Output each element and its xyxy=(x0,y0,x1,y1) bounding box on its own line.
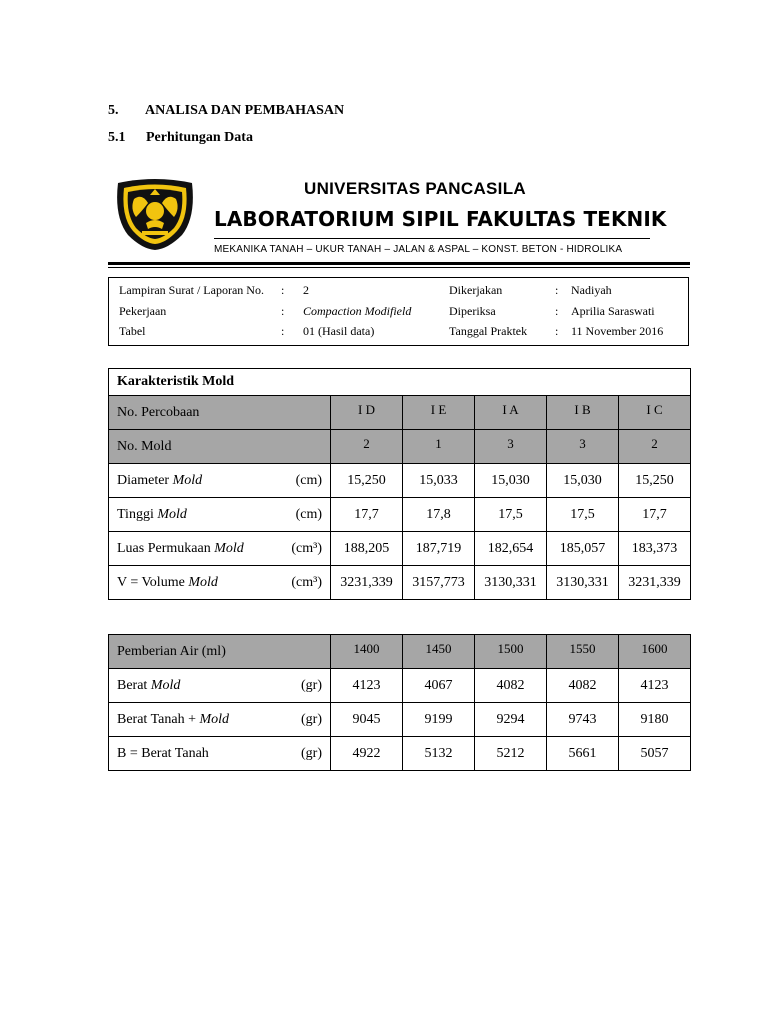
value-cell: 9180 xyxy=(619,703,691,737)
value-cell: 2 xyxy=(331,430,403,464)
value-cell: 1400 xyxy=(331,635,403,669)
row-label-italic: Mold xyxy=(150,677,181,693)
info-sep: : xyxy=(281,324,285,338)
value-cell: 9743 xyxy=(547,703,619,737)
row-label-cell xyxy=(109,464,331,498)
letterhead-rule-thick xyxy=(108,262,690,265)
section-number: 5. xyxy=(108,103,119,118)
info-sep: : xyxy=(555,324,559,338)
value-cell: 3 xyxy=(547,430,619,464)
value-cell: 17,8 xyxy=(403,498,475,532)
info-sep: : xyxy=(555,304,559,318)
info-value: Nadiyah xyxy=(571,283,612,297)
value-cell: I E xyxy=(403,396,475,430)
info-label: Pekerjaan xyxy=(119,304,167,318)
university-logo-icon xyxy=(112,177,198,251)
value-cell: 3157,773 xyxy=(403,566,475,600)
table-row xyxy=(109,669,691,703)
value-cell: I A xyxy=(475,396,547,430)
value-cell: I B xyxy=(547,396,619,430)
row-label-cell xyxy=(109,737,331,771)
row-label-italic: Mold xyxy=(199,711,230,727)
value-cell: 188,205 xyxy=(331,532,403,566)
subsection-title: Perhitungan Data xyxy=(146,130,253,145)
row-label: Berat xyxy=(117,677,151,693)
row-label-italic: Mold xyxy=(214,540,244,556)
row-unit: (cm³) xyxy=(291,574,322,590)
value-cell: 1450 xyxy=(403,635,475,669)
info-sep: : xyxy=(281,304,285,318)
value-cell: 5212 xyxy=(475,737,547,771)
table-row xyxy=(109,498,691,532)
table-row xyxy=(109,635,691,669)
row-label-italic: Mold xyxy=(157,506,187,522)
row-label-cell xyxy=(109,703,331,737)
university-name: UNIVERSITAS PANCASILA xyxy=(304,179,526,198)
row-label-cell xyxy=(109,396,331,430)
section-heading xyxy=(108,103,408,121)
info-sep: : xyxy=(281,283,285,297)
value-cell: 1 xyxy=(403,430,475,464)
value-cell: 5132 xyxy=(403,737,475,771)
row-label: Tinggi xyxy=(117,506,158,522)
letterhead-divider xyxy=(214,238,650,239)
value-cell: 182,654 xyxy=(475,532,547,566)
value-cell: 17,7 xyxy=(619,498,691,532)
row-label-cell xyxy=(109,635,331,669)
value-cell: 9045 xyxy=(331,703,403,737)
table-row xyxy=(109,703,691,737)
value-cell: 183,373 xyxy=(619,532,691,566)
value-cell: 15,030 xyxy=(547,464,619,498)
table-row xyxy=(109,396,691,430)
info-value: Aprilia Saraswati xyxy=(571,304,655,318)
row-label-italic: Mold xyxy=(172,472,203,488)
row-label-cell xyxy=(109,532,331,566)
value-cell: 17,7 xyxy=(331,498,403,532)
info-label: Diperiksa xyxy=(449,304,496,318)
lab-subtitle: MEKANIKA TANAH – UKUR TANAH – JALAN & ASPAL – KONST. BETON - HIDROLIKA xyxy=(214,244,623,255)
value-cell: 5057 xyxy=(619,737,691,771)
info-label: Tanggal Praktek xyxy=(449,324,528,338)
lab-name: LABORATORIUM SIPIL FAKULTAS TEKNIK xyxy=(214,207,667,231)
value-cell: 1550 xyxy=(547,635,619,669)
mold-characteristics-table xyxy=(108,368,691,600)
value-cell: 9294 xyxy=(475,703,547,737)
table-row xyxy=(109,737,691,771)
row-unit: (gr) xyxy=(301,745,322,761)
info-sep: : xyxy=(555,283,559,297)
value-cell: 3130,331 xyxy=(475,566,547,600)
value-cell: 5661 xyxy=(547,737,619,771)
row-unit: (cm) xyxy=(295,506,322,522)
value-cell: 15,250 xyxy=(331,464,403,498)
value-cell: 4082 xyxy=(475,669,547,703)
row-unit: (gr) xyxy=(301,711,322,727)
value-cell: 187,719 xyxy=(403,532,475,566)
table-row xyxy=(109,566,691,600)
section-title: ANALISA DAN PEMBAHASAN xyxy=(145,103,345,118)
row-label-cell xyxy=(109,669,331,703)
value-cell: 185,057 xyxy=(547,532,619,566)
value-cell: I D xyxy=(331,396,403,430)
value-cell: 1500 xyxy=(475,635,547,669)
water-weight-table xyxy=(108,634,691,771)
row-label: Diameter xyxy=(117,472,173,488)
info-value: Compaction Modifield xyxy=(303,304,412,318)
subsection-number: 5.1 xyxy=(108,130,126,145)
info-label: Lampiran Surat / Laporan No. xyxy=(119,283,264,297)
row-label: V = Volume xyxy=(117,574,189,590)
table-row xyxy=(109,532,691,566)
value-cell: 1600 xyxy=(619,635,691,669)
value-cell: 4123 xyxy=(331,669,403,703)
row-label: Berat Tanah + xyxy=(117,711,200,727)
value-cell: 4922 xyxy=(331,737,403,771)
value-cell: 4123 xyxy=(619,669,691,703)
row-unit: (cm³) xyxy=(291,540,322,556)
row-unit: (gr) xyxy=(301,677,322,693)
value-cell: 2 xyxy=(619,430,691,464)
value-cell: 17,5 xyxy=(547,498,619,532)
value-cell: 15,033 xyxy=(403,464,475,498)
row-label-cell xyxy=(109,498,331,532)
row-unit: (cm) xyxy=(295,472,322,488)
row-label-cell xyxy=(109,430,331,464)
info-label: Tabel xyxy=(119,324,146,338)
table-row xyxy=(109,464,691,498)
row-label: No. Mold xyxy=(117,438,172,454)
letterhead-rule-thin xyxy=(108,267,690,268)
row-label: Pemberian Air (ml) xyxy=(117,643,226,659)
value-cell: 3 xyxy=(475,430,547,464)
row-label-italic: Mold xyxy=(188,574,218,590)
row-label-cell xyxy=(109,566,331,600)
value-cell: 4082 xyxy=(547,669,619,703)
info-label: Dikerjakan xyxy=(449,283,503,297)
info-value: 11 November 2016 xyxy=(571,324,664,338)
value-cell: 15,250 xyxy=(619,464,691,498)
value-cell: 4067 xyxy=(403,669,475,703)
row-label: Luas Permukaan xyxy=(117,540,215,556)
row-label: B = Berat Tanah xyxy=(117,745,209,761)
report-info-box xyxy=(108,277,689,346)
info-value: 01 (Hasil data) xyxy=(303,324,375,338)
value-cell: 15,030 xyxy=(475,464,547,498)
value-cell: 3231,339 xyxy=(331,566,403,600)
row-label: No. Percobaan xyxy=(117,404,200,420)
value-cell: I C xyxy=(619,396,691,430)
subsection-heading xyxy=(108,130,408,148)
value-cell: 3231,339 xyxy=(619,566,691,600)
info-value: 2 xyxy=(303,283,309,297)
table-row xyxy=(109,430,691,464)
value-cell: 3130,331 xyxy=(547,566,619,600)
value-cell: 17,5 xyxy=(475,498,547,532)
value-cell: 9199 xyxy=(403,703,475,737)
table-title-row xyxy=(109,369,691,396)
table-title: Karakteristik Mold xyxy=(109,369,691,396)
